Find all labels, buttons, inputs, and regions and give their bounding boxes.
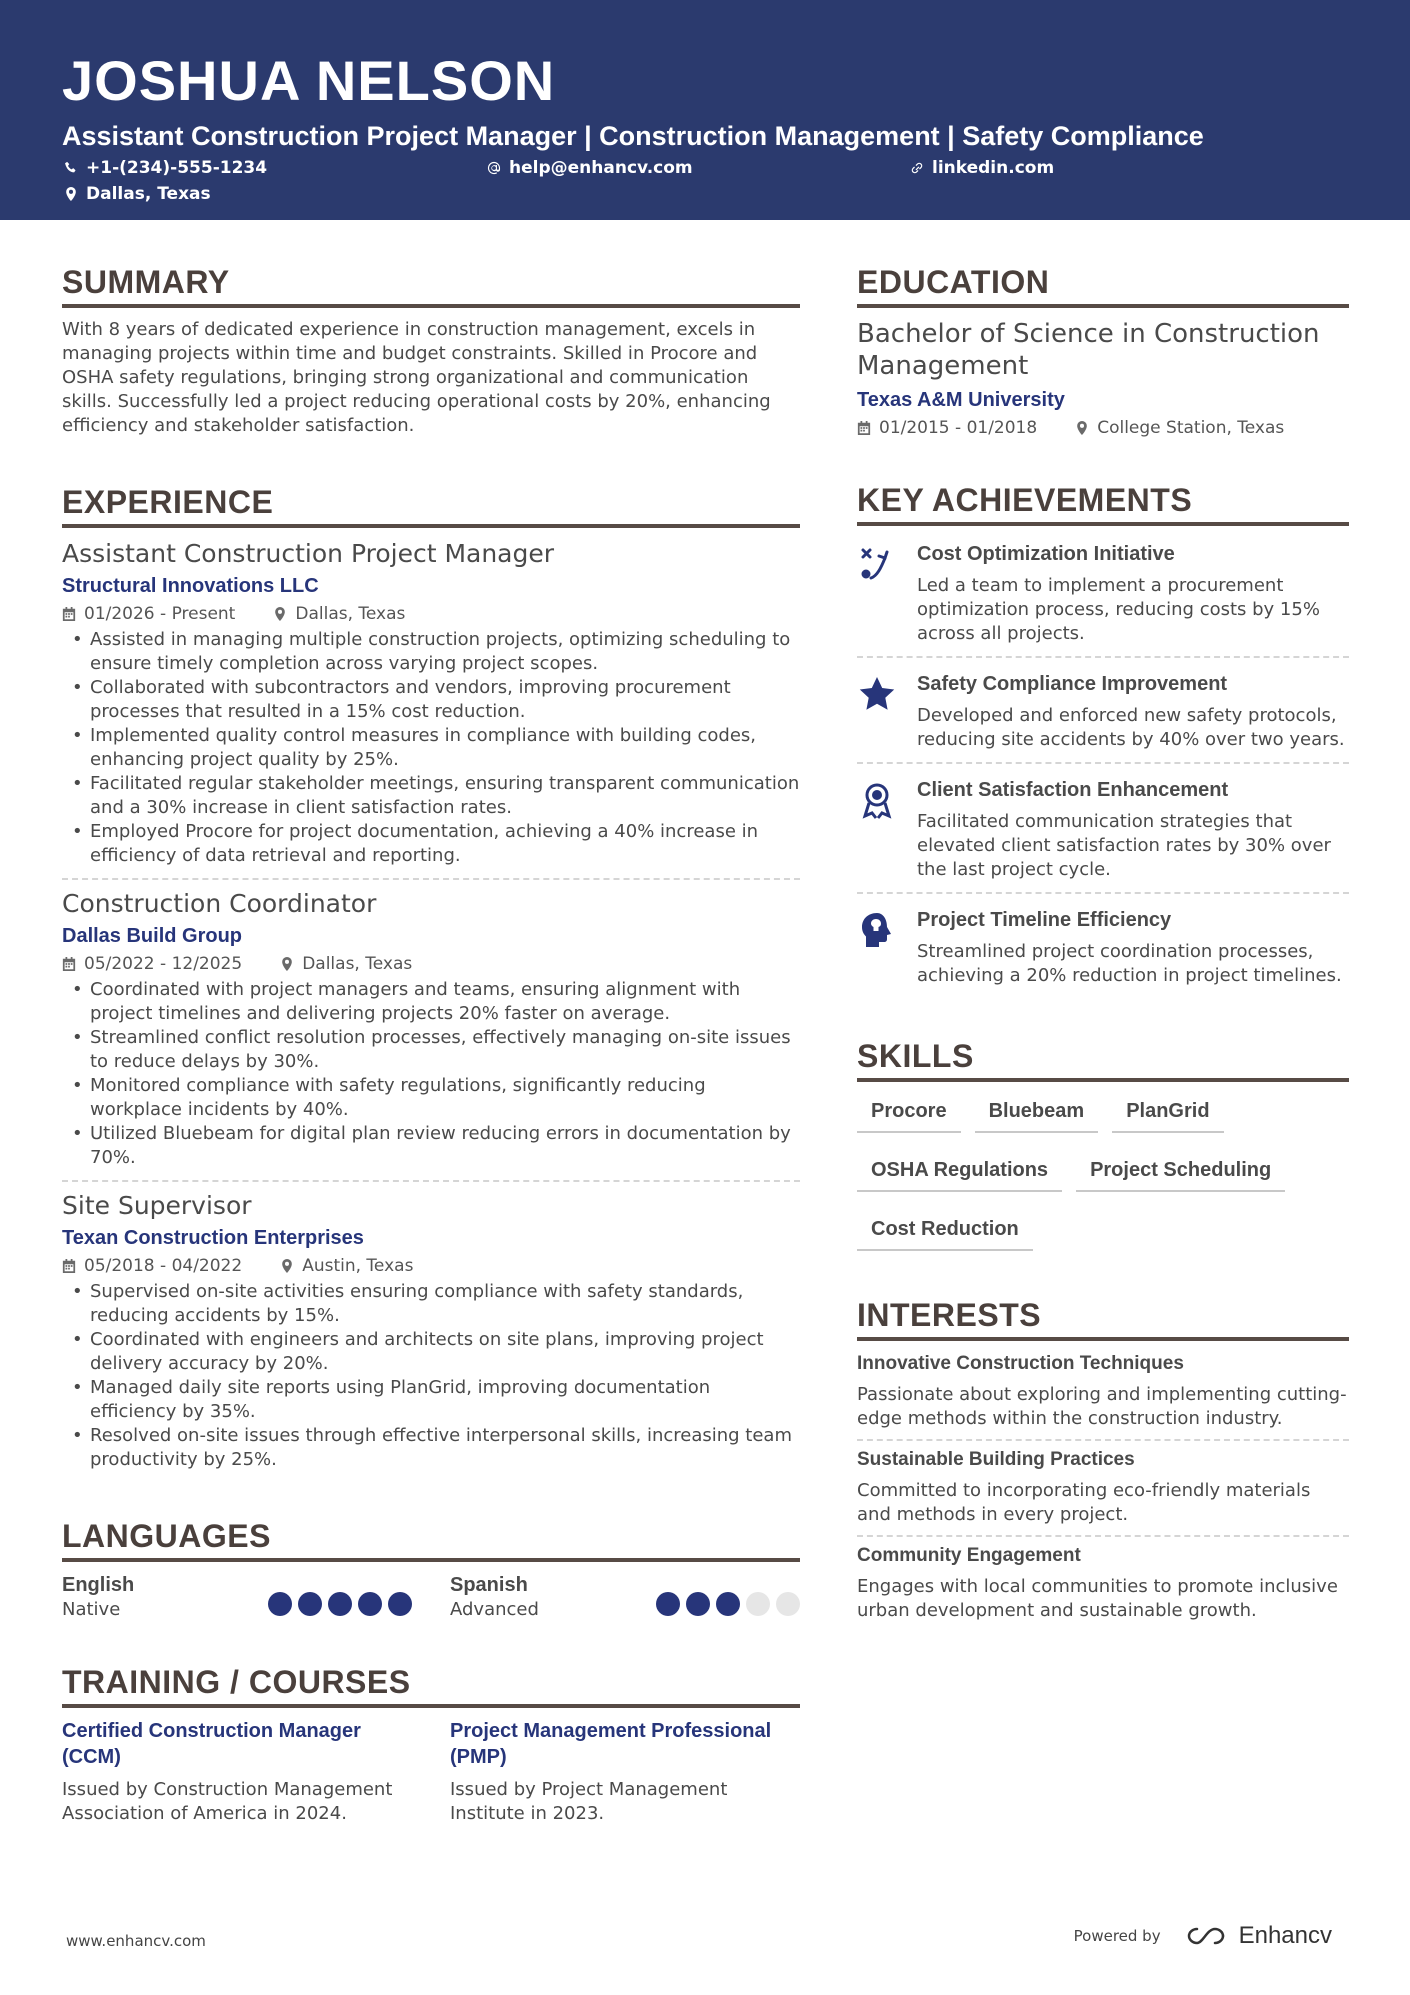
language-rating [268,1592,412,1616]
at-icon [487,161,501,175]
infinity-logo-icon [1185,1925,1231,1947]
achievement-title: Project Timeline Efficiency [917,909,1172,931]
interest-entry [857,1447,1349,1527]
location-pin-icon [273,607,287,621]
contact-location [64,184,211,204]
skill-tag: Bluebeam [975,1098,1099,1133]
brand-name: Enhancv [1238,1922,1332,1949]
linkedin-text: linkedin.com [932,158,1055,178]
experience-heading: EXPERIENCE [62,482,800,528]
language-entry [450,1572,800,1622]
skills-heading: SKILLS [857,1036,1349,1082]
training-name: Certified Construction Manager (CCM) [62,1720,361,1768]
calendar-icon [62,607,76,621]
languages-heading: LANGUAGES [62,1516,800,1562]
training-desc: Issued by Project Management Institute in 2023. [450,1779,728,1824]
rating-dot-filled [328,1592,352,1616]
phone-icon [64,161,78,175]
phone-text: +1-(234)-555-1234 [86,158,268,178]
job-title: Site Supervisor [62,1191,252,1220]
rating-dot-filled [388,1592,412,1616]
training-heading: TRAINING / COURSES [62,1662,800,1708]
location-pin-icon [64,187,78,201]
rating-dot-filled [656,1592,680,1616]
training-entry [450,1718,800,1826]
experience-entry [62,538,800,868]
achievements-heading: KEY ACHIEVEMENTS [857,480,1349,526]
right-column [857,262,1349,1623]
education-meta [857,416,1349,440]
company-name: Dallas Build Group [62,925,243,947]
powered-by-text: Powered by [1073,1927,1161,1945]
language-name: English [62,1574,135,1596]
bullet-item: • Supervised on-site activities ensuring compliance with safety standards, reducing accidents by 15%. [62,1280,800,1328]
summary-text: With 8 years of dedicated experience in construction management, excels in managing projects within time and budget constraints. Skilled in Procore and OSHA safety regulations, bringing strong organizational and communication skills. Successfully led a project reducing operational costs by 20%, enhancing efficiency and stakeholder satisfaction. [62,319,771,436]
interest-title: Sustainable Building Practices [857,1449,1135,1470]
contact-linkedin[interactable] [910,158,1054,178]
bullet-item: • Coordinated with project managers and teams, ensuring alignment with project timelines and delivering projects 20% faster on average. [62,978,800,1026]
skill-tag: OSHA Regulations [857,1157,1062,1192]
job-location: Dallas, Texas [302,954,413,974]
job-dates: 01/2026 - Present [84,604,236,624]
strategy-icon [857,540,901,646]
company-name: Structural Innovations LLC [62,575,319,597]
job-meta [62,602,800,626]
achievement-desc: Developed and enforced new safety protocols, reducing site accidents by 40% over two years. [917,705,1345,750]
achievement-entry [857,536,1349,654]
achievement-title: Client Satisfaction Enhancement [917,779,1229,801]
achievement-entry [857,666,1349,760]
left-column [62,262,800,1826]
language-level: Native [62,1599,121,1620]
resume-header [0,0,1410,220]
bullet-item: • Collaborated with subcontractors and vendors, improving procurement processes that resulted in a 15% cost reduction. [62,676,800,724]
footer-website[interactable]: www.enhancv.com [66,1932,206,1950]
rating-dot-filled [358,1592,382,1616]
achievement-desc: Facilitated communication strategies that elevated client satisfaction rates by 30% over the last project cycle. [917,811,1331,880]
education-dates: 01/2015 - 01/2018 [879,418,1038,438]
company-name: Texan Construction Enterprises [62,1227,364,1249]
interest-entry [857,1351,1349,1431]
location-pin-icon [280,1259,294,1273]
job-title: Construction Coordinator [62,889,377,918]
achievement-entry [857,902,1349,996]
job-title: Assistant Construction Project Manager [62,539,555,568]
training-list [62,1718,800,1826]
calendar-icon [62,1259,76,1273]
job-bullets [62,628,800,868]
language-name: Spanish [450,1574,528,1596]
job-bullets [62,1280,800,1472]
job-dates: 05/2022 - 12/2025 [84,954,243,974]
divider [857,762,1349,764]
location-pin-icon [280,957,294,971]
divider [857,1439,1349,1441]
contact-phone[interactable] [64,158,267,178]
interest-entry [857,1543,1349,1623]
rating-dot-empty [776,1592,800,1616]
divider [62,1180,800,1182]
bullet-item: • Employed Procore for project documentation, achieving a 40% increase in efficiency of data retrieval and reporting. [62,820,800,868]
link-icon [910,161,924,175]
job-meta [62,1254,800,1278]
interest-desc: Engages with local communities to promote inclusive urban development and sustainable growth. [857,1576,1338,1621]
training-entry [62,1718,412,1826]
location-text: Dallas, Texas [86,184,211,204]
contact-info [62,158,1348,210]
achievement-entry [857,772,1349,890]
achievement-title: Safety Compliance Improvement [917,673,1228,695]
degree: Bachelor of Science in Construction Management [857,319,1320,381]
language-entry [62,1572,412,1622]
experience-entry [62,888,800,1170]
skills-list [857,1098,1349,1251]
candidate-name: JOSHUA NELSON [62,49,556,112]
bullet-item: • Assisted in managing multiple construction projects, optimizing scheduling to ensure timely completion across varying project scopes. [62,628,800,676]
footer-branding [1074,1922,1332,1950]
bullet-item: • Coordinated with engineers and architects on site plans, improving project delivery accuracy by 20%. [62,1328,800,1376]
skill-tag: Project Scheduling [1076,1157,1285,1192]
award-ribbon-icon [857,776,901,882]
language-level: Advanced [450,1599,539,1620]
skill-tag: PlanGrid [1112,1098,1223,1133]
achievement-desc: Streamlined project coordination processes, achieving a 20% reduction in project timelines. [917,941,1342,986]
bullet-item: • Streamlined conflict resolution processes, effectively managing on-site issues to reduce delays by 30%. [62,1026,800,1074]
rating-dot-filled [686,1592,710,1616]
summary-heading: SUMMARY [62,262,800,308]
interest-title: Community Engagement [857,1545,1081,1566]
training-name: Project Management Professional (PMP) [450,1720,772,1768]
interest-desc: Committed to incorporating eco-friendly materials and methods in every project. [857,1480,1311,1525]
divider [857,656,1349,658]
training-desc: Issued by Construction Management Association of America in 2024. [62,1779,393,1824]
achievement-title: Cost Optimization Initiative [917,543,1175,565]
candidate-title: Assistant Construction Project Manager | Construction Management | Safety Compliance [62,121,1204,151]
experience-entry [62,1190,800,1472]
interest-title: Innovative Construction Techniques [857,1353,1184,1374]
divider [857,1535,1349,1537]
education-location: College Station, Texas [1097,418,1285,438]
divider [857,892,1349,894]
bullet-item: • Facilitated regular stakeholder meetings, ensuring transparent communication and a 30% increase in client satisfaction rates. [62,772,800,820]
skill-tag: Cost Reduction [857,1216,1033,1251]
languages-list [62,1572,800,1622]
rating-dot-empty [746,1592,770,1616]
star-icon [857,670,901,752]
calendar-icon [62,957,76,971]
achievement-desc: Led a team to implement a procurement optimization process, reducing costs by 15% across all projects. [917,575,1320,644]
bullet-item: • Resolved on-site issues through effective interpersonal skills, increasing team productivity by 25%. [62,1424,800,1472]
school-name: Texas A&M University [857,389,1065,411]
job-location: Dallas, Texas [295,604,406,624]
job-meta [62,952,800,976]
enhancv-logo[interactable] [1185,1922,1332,1950]
language-rating [656,1592,800,1616]
contact-email[interactable] [487,158,693,178]
education-heading: EDUCATION [857,262,1349,308]
divider [62,878,800,880]
job-bullets [62,978,800,1170]
rating-dot-filled [716,1592,740,1616]
bullet-item: • Utilized Bluebeam for digital plan review reducing errors in documentation by 70%. [62,1122,800,1170]
head-brain-icon [857,906,901,988]
skill-tag: Procore [857,1098,961,1133]
job-dates: 05/2018 - 04/2022 [84,1256,243,1276]
location-pin-icon [1075,421,1089,435]
rating-dot-filled [298,1592,322,1616]
bullet-item: • Monitored compliance with safety regulations, significantly reducing workplace incidents by 40%. [62,1074,800,1122]
email-text: help@enhancv.com [509,158,693,178]
bullet-item: • Managed daily site reports using PlanGrid, improving documentation efficiency by 35%. [62,1376,800,1424]
interests-heading: INTERESTS [857,1295,1349,1341]
calendar-icon [857,421,871,435]
job-location: Austin, Texas [302,1256,414,1276]
rating-dot-filled [268,1592,292,1616]
bullet-item: • Implemented quality control measures in compliance with building codes, enhancing project quality by 25%. [62,724,800,772]
interest-desc: Passionate about exploring and implementing cutting-edge methods within the construction industry. [857,1384,1347,1429]
